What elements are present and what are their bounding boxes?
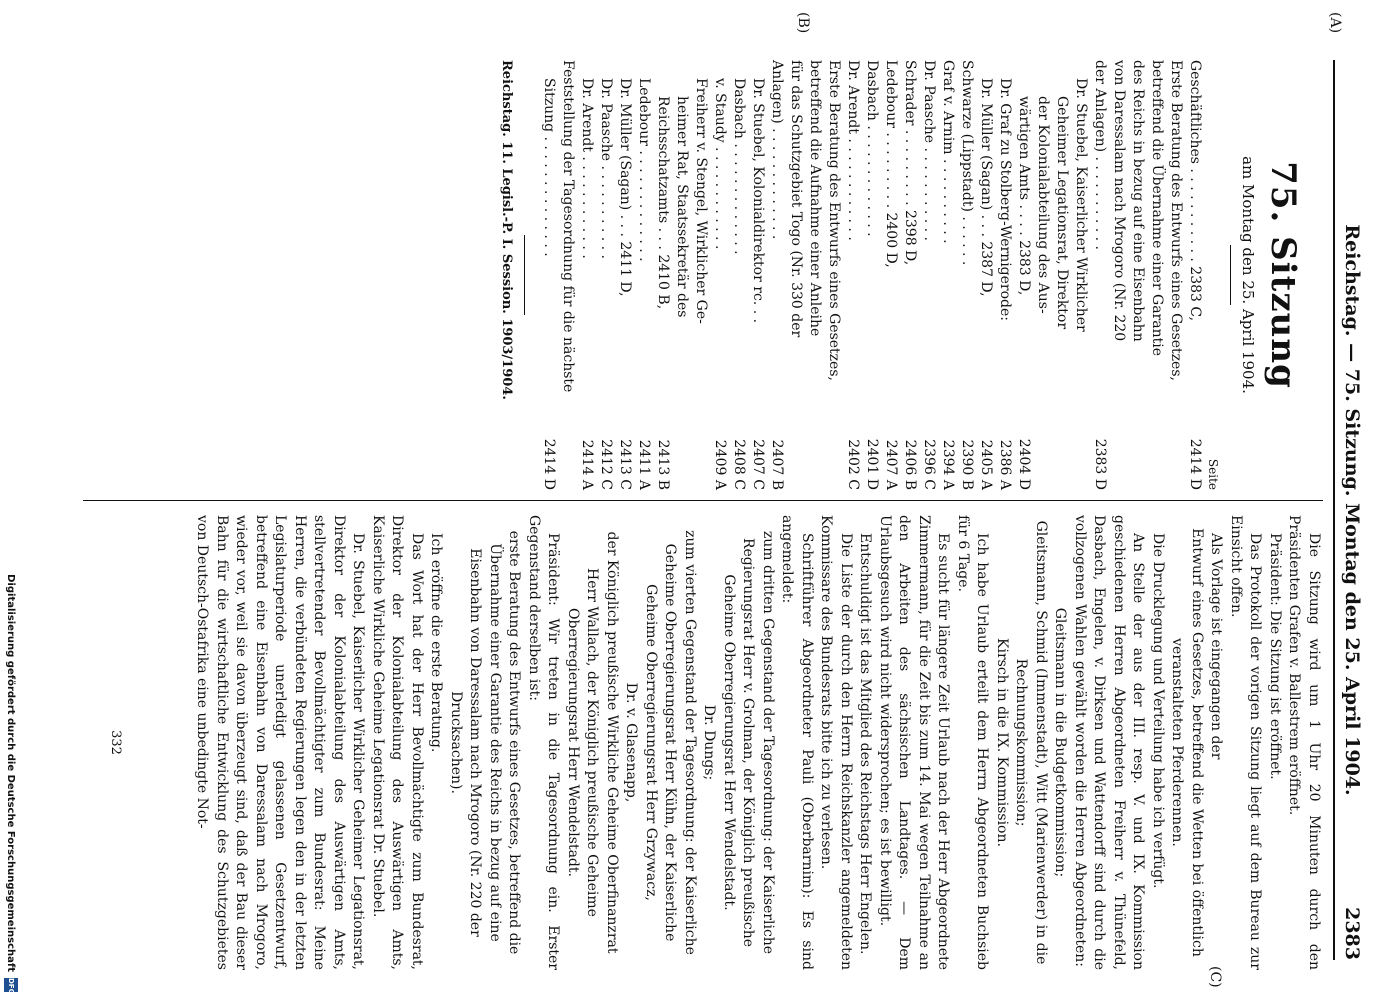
toc-entry-page: 2412 C xyxy=(598,439,614,490)
paragraph: Die Drucklegung und Verteilung habe ich verfügt. xyxy=(1150,533,1166,889)
toc-entry-page xyxy=(805,430,824,490)
toc-entry-text: Dr. Arendt . . . . . . . . . . . . xyxy=(845,60,861,241)
paragraph: Entwurf eines Gesetzes, betreffend die Wetten bei öffentlich veranstalteten Pferderennen. xyxy=(1169,528,1205,957)
toc-row xyxy=(1033,60,1052,490)
toc-row xyxy=(1128,60,1147,490)
proceedings-text xyxy=(192,515,1323,970)
toc-entry-page xyxy=(824,430,843,490)
toc-row xyxy=(1014,60,1033,490)
margin-marker-b: (B) xyxy=(795,12,811,34)
toc-row xyxy=(1185,60,1204,490)
toc-row xyxy=(1109,60,1128,490)
toc-entry-text: des Reichs in bezug auf eine Eisenbahn xyxy=(1130,60,1146,342)
toc-entry-text: der Anlagen) . . . . . . . . . . . xyxy=(1092,60,1108,250)
toc-entry-page: 2408 C xyxy=(731,439,747,490)
page-number: 2383 xyxy=(1341,907,1363,960)
toc-row xyxy=(672,60,691,490)
toc-entry-page xyxy=(672,430,691,490)
toc-entry-text: Dr. Stuebel, Kaiserlicher Wirklicher xyxy=(1073,78,1089,332)
toc-entry-page xyxy=(558,430,577,490)
paragraph: Kirsch in die IX. Kommission. xyxy=(994,638,1010,847)
toc-entry-text: Dr. Graf zu Stolberg-Wernigerode: xyxy=(997,78,1013,322)
toc-entry-page: 2405 A xyxy=(978,439,994,490)
toc-entry-page: 2414 D xyxy=(541,438,557,490)
toc-entry-page xyxy=(691,430,710,490)
toc-entry-page: 2390 B xyxy=(959,439,975,490)
paragraph: Gleitsmann in die Budgetkommission; xyxy=(1052,607,1069,878)
paragraph: Dr. Stuebel, Kaiserlicher Wirklicher Geheimer Legationsrat, Direktor der Kolonialabteilung des Auswärtigen Amts, stellvertretender Bevollmächtigter zum Bundesrat: Meine Herren, die verbündeten Regierungen legen den in der letzten Legislaturperiode unerledigt gelassenen Gesetzentwurf, betreffend eine Eisenbahn von Daressalam nach Mrogoro, wieder vor, weil sie davon überzeugt sind, daß der Bau dieser Bahn für die wirtschaftliche Entwicklung des Schutzgebietes von Deutsch-Ostafrika eine unbedingte Not- xyxy=(194,515,367,970)
toc-entry-text: Graf v. Arnim . . . . . . . . . . xyxy=(940,60,956,244)
toc-entry-text: Dasbach . . . . . . . . . . . . . xyxy=(864,60,880,237)
toc-entry-text: Dr. Müller (Sagan) . . . 2387 D, xyxy=(978,78,994,297)
toc-row xyxy=(1147,60,1166,490)
footer-rule xyxy=(524,235,525,315)
paragraph: Gleitsmann, Schmid (Immenstadt), Witt (Marienwerder) in die Rechnungskommission; xyxy=(1013,520,1049,965)
seite-label: Seite xyxy=(1206,458,1220,490)
toc-entry-page xyxy=(1033,430,1052,490)
paragraph: Ich habe Urlaub erteilt dem Herrn Abgeordneten Buchsieb für 6 Tage. xyxy=(955,515,991,970)
toc-entry-page: 2386 A xyxy=(997,439,1013,490)
toc-entry-page: 2413 C xyxy=(617,439,633,490)
toc-row xyxy=(919,60,938,490)
paragraph: Dr. v. Glasenapp, xyxy=(623,682,640,803)
margin-marker-a: (A) xyxy=(1327,12,1343,34)
toc-entry-text: Ledebour . . . . . . . . . 2400 D, xyxy=(883,60,899,268)
toc-entry-text: Anlagen) . . . . . . . . . . . . . xyxy=(769,60,785,240)
toc-row xyxy=(767,60,786,490)
toc-entry-text: für das Schutzgebiet Togo (Nr. 330 der xyxy=(788,60,804,338)
toc-row xyxy=(539,60,558,490)
toc-row xyxy=(1090,60,1109,490)
paragraph: Das Wort hat der Herr Bevollmächtigte zum Bundesrat, Direktor der Kolonialabteilung des Auswärtigen Amts, Kaiserliche Wirkliche Geheime Legationsrat Dr. Stuebel. xyxy=(370,515,425,970)
dfg-notice-text: Digitalisierung gefördert durch die Deutsche Forschungsgemeinschaft xyxy=(5,574,17,972)
toc-row xyxy=(558,60,577,490)
toc-row xyxy=(634,60,653,490)
dfg-logo: DFG xyxy=(4,978,18,992)
toc-entry-text: Sitzung . . . . . . . . . . . . . . xyxy=(541,78,557,257)
toc-entry-text: betreffend die Aufnahme einer Anleihe xyxy=(807,60,823,337)
toc-entry-text: Freiherr v. Stengel, Wirklicher Ge- xyxy=(693,78,709,324)
toc-entry-text: Erste Beratung des Entwurfs eines Gesetzes, xyxy=(1168,60,1184,381)
table-of-contents xyxy=(539,60,1204,490)
toc-row xyxy=(976,60,995,490)
paragraph: zum dritten Gegenstand der Tagesordnung: der Kaiserliche Regierungsrat Herr v. Grolman, der Königlich preußische Geheime Oberregierungsrat Herr Wendelstadt. xyxy=(721,530,776,955)
paragraph: Entschuldigt ist das Mitglied des Reichstags Herr Engelen. xyxy=(857,533,874,955)
toc-entry-page xyxy=(1071,430,1090,490)
toc-entry-page: 2414 A xyxy=(579,439,595,490)
paragraph: Präsident: Wir treten in die Tagesordnung ein. Erster Gegenstand derselben ist: xyxy=(526,515,562,970)
paragraph: erste Beratung des Entwurfs eines Gesetzes, betreffend die Übernahme einer Garantie des Reichs in bezug auf eine Eisenbahn von Daressalam nach Mrogoro (Nr. 220 der Drucksachen). xyxy=(448,530,523,955)
toc-entry-text: Ledebour . . . . . . . . . . . . . xyxy=(636,78,652,262)
toc-row xyxy=(957,60,976,490)
toc-row xyxy=(786,60,805,490)
toc-row xyxy=(824,60,843,490)
running-header xyxy=(1333,60,1365,960)
paragraph: Es sucht für längere Zeit Urlaub nach der Herr Abgeordnete Zimmermann, für die Zeit bis zum 14. Mai wegen Teilnahme an den Arbeiten des sächsischen Landtages. — Dem Urlaubsgesuch wird nicht widersprochen; es ist bewilligt. xyxy=(877,515,952,970)
dfg-notice xyxy=(0,0,22,1000)
toc-row xyxy=(995,60,1014,490)
paragraph: Dr. Dungs; xyxy=(701,704,718,781)
toc-entry-page: 2411 A xyxy=(636,439,652,490)
toc-row xyxy=(843,60,862,490)
toc-entry-page: 2413 B xyxy=(655,439,671,490)
publication-footer: Reichstag. 11. Legisl.-P. I. Session. 1903/1904. xyxy=(499,60,514,400)
paragraph: Schriftführer Abgeordneter Pauli (Oberbarnim): Es sind angemeldet: xyxy=(779,515,815,970)
toc-entry-text: Reichsschatzamts . . . 2410 B, xyxy=(655,96,671,310)
toc-row xyxy=(862,60,881,490)
toc-entry-page: 2407 A xyxy=(883,439,899,490)
toc-entry-page: 2394 A xyxy=(940,439,956,490)
toc-entry-page xyxy=(1147,430,1166,490)
session-title: 75. Sitzung xyxy=(1263,161,1303,389)
toc-entry-page xyxy=(1128,430,1147,490)
toc-entry-text: der Kolonialabteilung des Aus- xyxy=(1035,96,1051,314)
toc-entry-page: 2407 C xyxy=(750,439,766,490)
toc-entry-page: 2414 D xyxy=(1187,438,1203,490)
toc-entry-page: 2383 D xyxy=(1092,438,1108,490)
toc-row xyxy=(748,60,767,490)
right-column xyxy=(103,515,1323,970)
toc-entry-text: Schrader . . . . . . . . . 2398 D, xyxy=(902,60,918,266)
toc-row xyxy=(805,60,824,490)
toc-entry-page: 2406 B xyxy=(902,439,918,490)
toc-row xyxy=(653,60,672,490)
paragraph: An Stelle der aus der III. resp. V. und IX. Kommission geschiedenen Herren Abgeordneten Freiherr v. Thünefeld, Dasbach, Engelen, v. Dirksen und Wattendorff sind durch die vollzogenen Wahlen gewählt worden die Herren Abgeordneten: xyxy=(1072,515,1147,970)
toc-row xyxy=(938,60,957,490)
toc-entry-text: Dr. Paasche . . . . . . . . . . . xyxy=(921,60,937,241)
toc-row xyxy=(900,60,919,490)
paragraph: Ich eröffne die erste Beratung. xyxy=(428,533,445,753)
paragraph: Das Protokoll der vorigen Sitzung liegt auf dem Bureau zur Einsicht offen. xyxy=(1228,515,1264,970)
toc-row xyxy=(1052,60,1071,490)
paragraph: zum vierten Gegenstand der Tagesordnung: der Kaiserliche Geheime Oberregierungsrat Herr Kühn, der Kaiserliche Geheime Oberregierungsrat Herr Grzywacz, xyxy=(643,530,698,955)
toc-entry-text: Dr. Paasche . . . . . . . . . . . xyxy=(598,78,614,259)
toc-row xyxy=(691,60,710,490)
toc-row xyxy=(1071,60,1090,490)
toc-entry-page: 2396 C xyxy=(921,439,937,490)
toc-entry-page: 2401 D xyxy=(864,438,880,490)
margin-marker-c: (C) xyxy=(1207,966,1223,988)
session-date: am Montag den 25. April 1904. xyxy=(1239,156,1257,394)
paragraph: Als Vorlage ist eingegangen der xyxy=(1208,533,1225,760)
left-column xyxy=(103,60,1323,490)
toc-entry-text: betreffend die Übernahme einer Garantie xyxy=(1149,60,1165,356)
toc-entry-text: wärtigen Amts . . . . 2383 D, xyxy=(1016,96,1032,296)
toc-entry-text: Geheimer Legationsrat, Direktor xyxy=(1054,96,1070,330)
toc-entry-page: 2404 D xyxy=(1016,438,1032,490)
paragraph: Präsident: Die Sitzung ist eröffnet. xyxy=(1267,533,1283,780)
toc-entry-page: 2407 B xyxy=(769,439,785,490)
toc-entry-text: Geschäftliches . . . . . . . . . . . 2383 C, xyxy=(1187,60,1203,322)
toc-entry-page: 2402 C xyxy=(845,439,861,490)
toc-entry-page: 2409 A xyxy=(712,439,728,490)
running-title: Reichstag. — 75. Sitzung. Montag den 25. April 1904. xyxy=(1341,224,1363,796)
toc-entry-page xyxy=(786,430,805,490)
toc-entry-text: heimer Rat, Staatssekretär des xyxy=(674,96,690,318)
toc-row xyxy=(615,60,634,490)
toc-entry-page xyxy=(1109,430,1128,490)
toc-entry-text: Dr. Müller (Sagan) . . . 2411 D, xyxy=(617,78,633,297)
column-divider xyxy=(83,500,1323,501)
toc-row xyxy=(881,60,900,490)
toc-row xyxy=(596,60,615,490)
toc-row xyxy=(1166,60,1185,490)
paragraph: Die Liste der durch den Herrn Reichskanzler angemeldeten Kommissare des Bundesrats bitte ich zu verlesen. xyxy=(818,515,854,970)
sheet-number: 332 xyxy=(108,730,123,755)
toc-entry-text: Dr. Stuebel, Kolonialdirektor rc. . . xyxy=(750,78,766,324)
toc-entry-page xyxy=(1052,430,1071,490)
toc-entry-text: Dr. Arendt . . . . . . . . . . . . xyxy=(579,78,595,259)
paragraph: Die Sitzung wird um 1 Uhr 20 Minuten durch den Präsidenten Grafen v. Ballestrem eröffnet. xyxy=(1286,515,1322,970)
paragraph: der Königlich preußische Wirkliche Geheime Oberfinanzrat Herr Wallach, der Königlich preußische Geheime Oberregierungsrat Herr Wendelstadt. xyxy=(565,531,620,954)
toc-entry-text: Dasbach . . . . . . . . . . . . . xyxy=(731,78,747,255)
toc-entry-text: Erste Beratung des Entwurfs eines Gesetzes, xyxy=(826,60,842,381)
toc-entry-text: Schwarze (Lippstadt) . . . . . . xyxy=(959,60,975,266)
toc-entry-text: von Daressalam nach Mrogoro (Nr. 220 xyxy=(1111,60,1127,342)
toc-entry-page xyxy=(1166,430,1185,490)
toc-row xyxy=(729,60,748,490)
toc-entry-text: v. Staudy . . . . . . . . . . . . xyxy=(712,78,728,250)
title-rule xyxy=(1230,245,1231,305)
toc-row xyxy=(710,60,729,490)
toc-row xyxy=(577,60,596,490)
toc-entry-text: Feststellung der Tagesordnung für die nächste xyxy=(560,60,576,393)
